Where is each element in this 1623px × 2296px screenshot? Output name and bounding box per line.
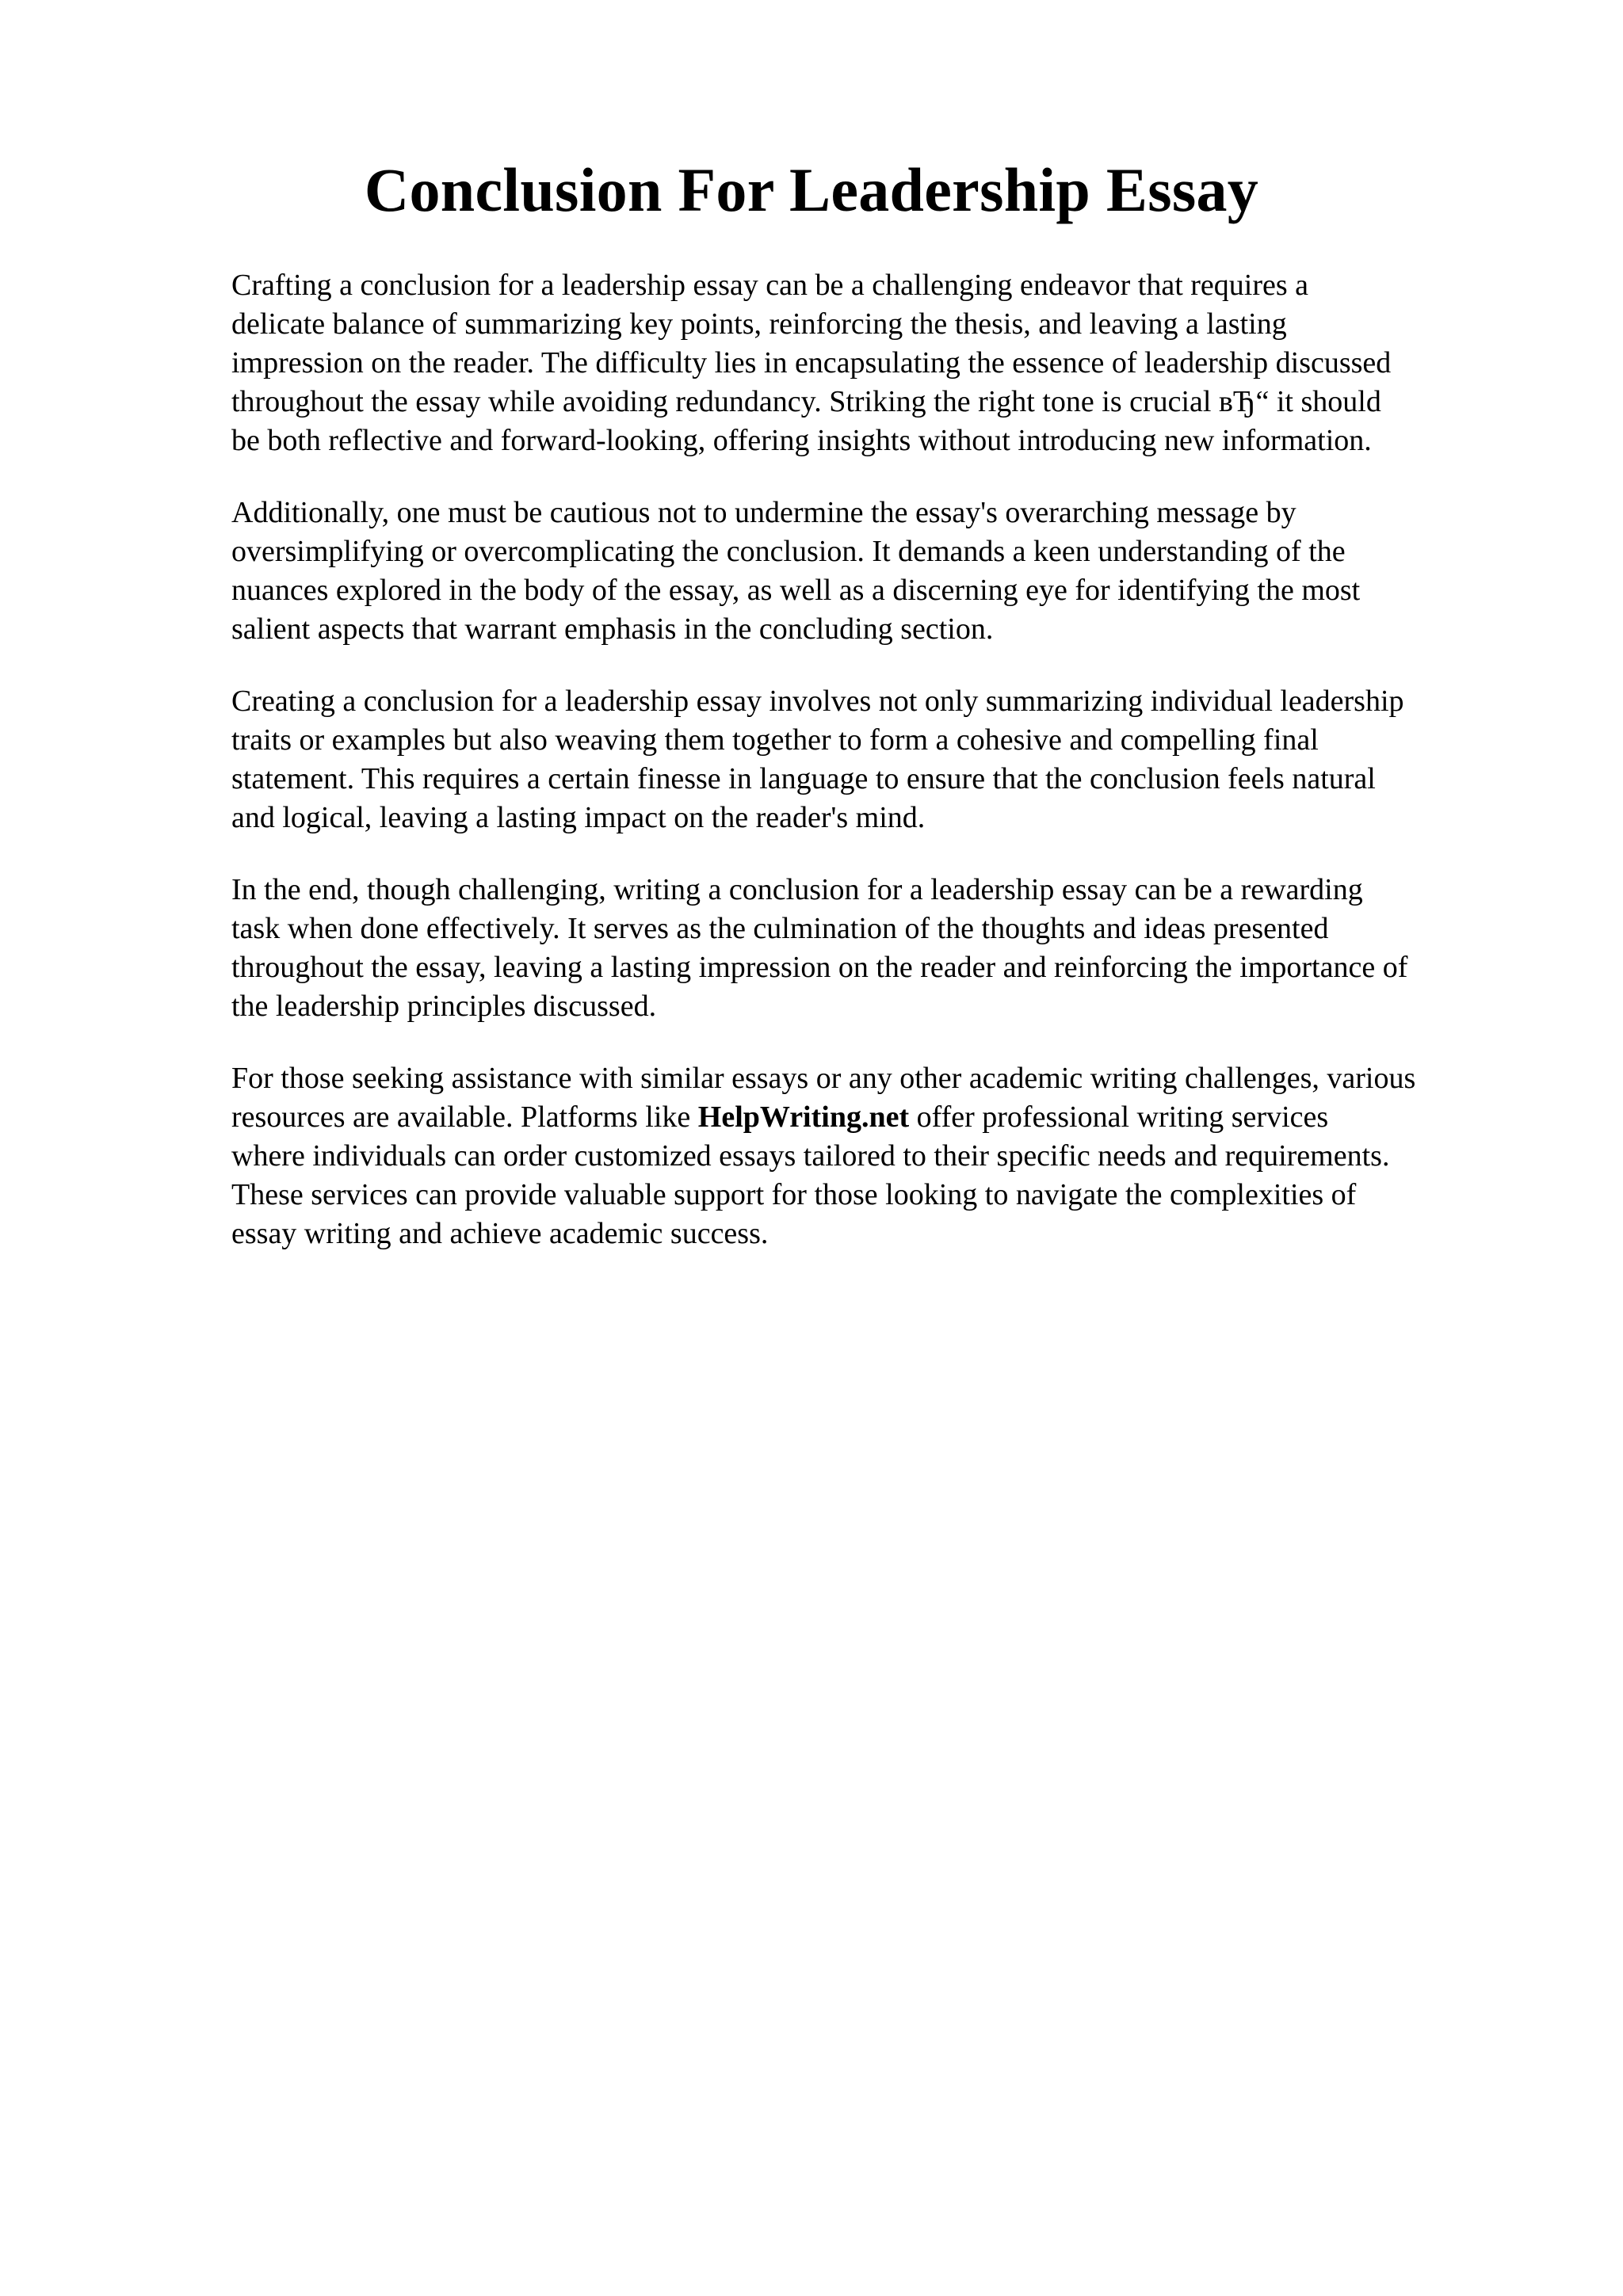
- text-line: throughout the essay while avoiding redundancy. Striking the right tone is crucial вЂ“ it should: [231, 385, 1381, 418]
- text-line: delicate balance of summarizing key points, reinforcing the thesis, and leaving a lasting: [231, 307, 1287, 341]
- page-title: Conclusion For Leadership Essay: [364, 155, 1259, 224]
- paragraph-3: [231, 682, 1531, 837]
- text-line: be both reflective and forward-looking, offering insights without introducing new information.: [231, 424, 1372, 457]
- text-line: Crafting a conclusion for a leadership essay can be a challenging endeavor that requires a: [231, 269, 1309, 302]
- text-line: Additionally, one must be cautious not to undermine the essay's overarching message by: [231, 496, 1296, 529]
- text-line: In the end, though challenging, writing a conclusion for a leadership essay can be a rewarding: [231, 873, 1363, 906]
- text-line: traits or examples but also weaving them together to form a cohesive and compelling final: [231, 723, 1319, 757]
- text-line: throughout the essay, leaving a lasting impression on the reader and reinforcing the importance of: [231, 951, 1408, 984]
- text-line: essay writing and achieve academic success.: [231, 1217, 769, 1250]
- text-line: nuances explored in the body of the essay, as well as a discerning eye for identifying the most: [231, 574, 1361, 607]
- text-line: Creating a conclusion for a leadership essay involves not only summarizing individual leadership: [231, 685, 1404, 718]
- text-line: [231, 1098, 1531, 1137]
- paragraph-1: [231, 266, 1531, 460]
- text-line: statement. This requires a certain finesse in language to ensure that the conclusion feels natural: [231, 762, 1376, 795]
- text-line: oversimplifying or overcomplicating the conclusion. It demands a keen understanding of the: [231, 535, 1346, 568]
- text-line: impression on the reader. The difficulty lies in encapsulating the essence of leadership discussed: [231, 346, 1392, 379]
- text-line: salient aspects that warrant emphasis in the concluding section.: [231, 612, 994, 646]
- brand-name: HelpWriting.net: [697, 1100, 910, 1134]
- text-line: and logical, leaving a lasting impact on the reader's mind.: [231, 801, 926, 834]
- paragraph-2: [231, 494, 1531, 649]
- paragraph-4: [231, 871, 1531, 1026]
- text-line: For those seeking assistance with similar essays or any other academic writing challenges, various: [231, 1062, 1416, 1095]
- essay-body: [231, 266, 1531, 1287]
- text-segment: resources are available. Platforms like: [231, 1100, 698, 1134]
- text-segment: offer professional writing services: [909, 1100, 1329, 1134]
- text-line: task when done effectively. It serves as the culmination of the thoughts and ideas presented: [231, 912, 1329, 945]
- text-line: where individuals can order customized essays tailored to their specific needs and requirements.: [231, 1139, 1390, 1173]
- text-line: These services can provide valuable support for those looking to navigate the complexities of: [231, 1178, 1357, 1211]
- text-line: the leadership principles discussed.: [231, 990, 657, 1023]
- paragraph-5: [231, 1059, 1531, 1253]
